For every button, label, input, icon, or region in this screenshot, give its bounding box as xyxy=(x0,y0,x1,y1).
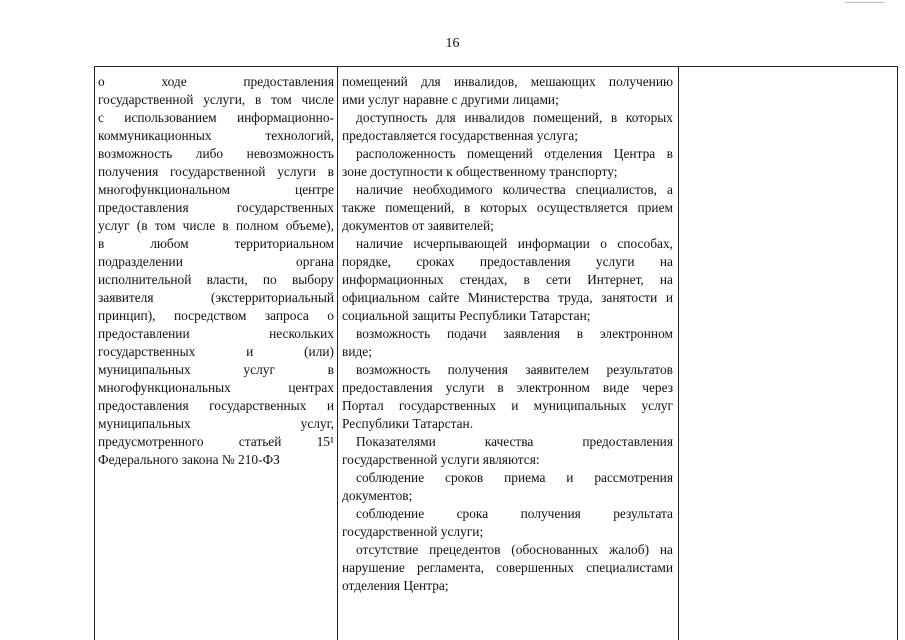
text-line: Портал государственных и муниципальных услуг xyxy=(342,398,673,413)
text-line: доступность для инвалидов помещений, в которых xyxy=(356,110,673,125)
text-line: возможность подачи заявления в электронном xyxy=(356,326,673,341)
text-line: информационных стендах, в сети Интернет, на xyxy=(342,272,673,287)
text-line: предоставлении нескольких xyxy=(98,326,334,341)
text-line: официальном сайте Министерства труда, занятости и xyxy=(342,290,673,305)
text-line: предоставления государственных и xyxy=(98,398,334,413)
text-line: нарушение регламента, совершенных специалистами xyxy=(342,560,673,575)
text-line: предусмотренного статьей 15¹ xyxy=(98,434,334,449)
text-line: наличие исчерпывающей информации о способах, xyxy=(356,236,673,251)
text-line: Федерального закона № 210-ФЗ xyxy=(98,452,280,467)
text-line: муниципальных услуг, xyxy=(98,416,334,431)
text-line: отсутствие прецедентов (обоснованных жалоб) на xyxy=(356,542,673,557)
text-line: о ходе предоставления xyxy=(98,74,334,89)
text-line: порядке, сроках предоставления услуги на xyxy=(342,254,673,269)
text-line: также помещений, в которых осуществляется прием xyxy=(342,200,673,215)
text-line: государственной услуги, в том числе xyxy=(98,92,334,107)
table-right-border xyxy=(897,66,898,640)
column-divider-1 xyxy=(337,66,338,640)
table-top-border xyxy=(94,66,898,67)
text-line: с использованием информационно- xyxy=(98,110,334,125)
text-line: зоне доступности к общественному транспорту; xyxy=(342,164,618,179)
table-cell-indicators xyxy=(342,73,673,595)
text-line: виде; xyxy=(342,344,372,359)
text-line: государственной услуги являются: xyxy=(342,452,540,467)
text-line: документов; xyxy=(342,488,413,503)
text-line: Показателями качества предоставления xyxy=(356,434,673,449)
text-line: возможность получения заявителем результатов xyxy=(356,362,673,377)
text-line: услуг (в том числе в полном объеме), xyxy=(98,218,334,233)
text-line: многофункциональных центрах xyxy=(98,380,334,395)
text-line: заявителя (экстерриториальный xyxy=(98,290,334,305)
text-line: государственных и (или) xyxy=(98,344,334,359)
text-line: ими услуг наравне с другими лицами; xyxy=(342,92,559,107)
table-left-border xyxy=(94,66,95,640)
text-line: помещений для инвалидов, мешающих получению xyxy=(342,74,673,89)
document-table xyxy=(94,66,898,640)
text-line: возможность либо невозможность xyxy=(98,146,334,161)
text-line: расположенность помещений отделения Центра в xyxy=(356,146,673,161)
table-cell-requirement xyxy=(98,73,334,469)
text-line: коммуникационных технологий, xyxy=(98,128,334,143)
text-line: предоставления государственных xyxy=(98,200,334,215)
text-line: в любом территориальном xyxy=(98,236,334,251)
text-line: получения государственной услуги в xyxy=(98,164,334,179)
text-line: принцип), посредством запроса о xyxy=(98,308,334,323)
text-line: исполнительной власти, по выбору xyxy=(98,272,334,287)
text-line: документов от заявителей; xyxy=(342,218,494,233)
text-line: отделения Центра; xyxy=(342,578,449,593)
text-line: подразделении органа xyxy=(98,254,334,269)
text-line: предоставления услуги в электронном виде через xyxy=(342,380,673,395)
text-line: социальной защиты Республики Татарстан; xyxy=(342,308,591,323)
text-line: соблюдение сроков приема и рассмотрения xyxy=(356,470,673,485)
text-line: муниципальных услуг в xyxy=(98,362,334,377)
text-line: Республики Татарстан. xyxy=(342,416,474,431)
text-line: соблюдение срока получения результата xyxy=(356,506,673,521)
text-line: предоставляется государственная услуга; xyxy=(342,128,578,143)
text-line: многофункциональном центре xyxy=(98,182,334,197)
text-line: государственной услуги; xyxy=(342,524,484,539)
text-line: наличие необходимого количества специалистов, а xyxy=(356,182,673,197)
scan-artifact xyxy=(845,2,885,3)
column-divider-2 xyxy=(678,66,679,640)
page-number: 16 xyxy=(445,36,460,51)
